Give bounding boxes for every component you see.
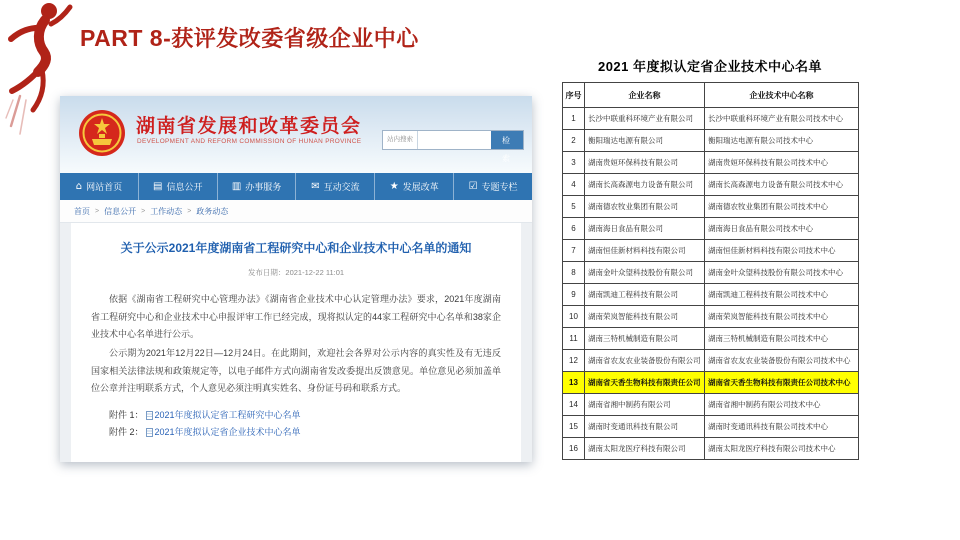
row-number-cell: 10 — [563, 306, 585, 328]
tech-center-name-cell: 长沙中联重科环境产业有限公司技术中心 — [705, 108, 859, 130]
website-screenshot-panel — [60, 96, 532, 462]
article-date: 发布日期：2021-12-22 11:01 — [247, 268, 345, 278]
row-number-cell: 2 — [563, 130, 585, 152]
article-paragraph: 公示期为2021年12月22日—12月24日。在此期间，欢迎社会各界对公示内容的真实性及有无违反国家相关法律法规和政策规定等，以电子邮件方式向湖南省发改委提出反馈意见。单位意见必须加盖单位公章并注明联系方式，个人意见必须注明真实姓名、身份证号码和联系方式。 — [91, 348, 501, 394]
company-name-cell: 湖南时变通讯科技有限公司 — [585, 416, 705, 438]
company-name-cell: 湖南太阳龙医疗科技有限公司 — [585, 438, 705, 460]
site-name: 湖南省发展和改革委员会 — [136, 116, 362, 137]
row-number-cell: 11 — [563, 328, 585, 350]
nav-label: 办事服务 — [245, 182, 282, 192]
tech-center-name-cell: 湖南省农友农业装备股份有限公司技术中心 — [705, 350, 859, 372]
header-企业技术中心名称: 企业技术中心名称 — [705, 83, 859, 108]
website-header — [60, 96, 532, 173]
nav-item-3[interactable] — [217, 173, 296, 200]
breadcrumb-item[interactable]: 信息公开 — [104, 206, 137, 216]
tech-center-name-cell: 湖南太阳龙医疗科技有限公司技术中心 — [705, 438, 859, 460]
site-name-english: DEVELOPMENT AND REFORM COMMISSION OF HUNAN PROVINCE — [137, 138, 362, 145]
nav-item-5[interactable] — [374, 173, 453, 200]
table-row — [563, 108, 859, 130]
site-search-box — [382, 130, 524, 163]
table-row — [563, 438, 859, 460]
nav-item-6[interactable] — [453, 173, 532, 200]
tech-center-name-cell: 湖南贵姮环保科技有限公司技术中心 — [705, 152, 859, 174]
table-row — [563, 240, 859, 262]
breadcrumb-separator: > — [187, 207, 192, 215]
nav-label: 网站首页 — [86, 182, 123, 192]
attachment-line — [109, 407, 521, 424]
header-序号: 序号 — [563, 83, 585, 108]
nav-item-1[interactable] — [60, 173, 138, 200]
table-row — [563, 284, 859, 306]
row-number-cell: 3 — [563, 152, 585, 174]
row-number-cell: 4 — [563, 174, 585, 196]
star-icon: ★ — [389, 180, 399, 192]
info-disclosure-icon: ▤ — [153, 180, 163, 192]
article-page — [71, 223, 521, 462]
tech-center-name-cell: 湖南荣岚智能科技有限公司技术中心 — [705, 306, 859, 328]
row-number-cell: 13 — [563, 372, 585, 394]
company-name-cell: 衡阳瑞达电源有限公司 — [585, 130, 705, 152]
breadcrumb-item[interactable]: 政务动态 — [196, 206, 229, 216]
slide-title — [80, 22, 419, 53]
attachment-label: 附件 2： — [109, 426, 144, 437]
breadcrumb-item[interactable]: 首页 — [74, 206, 90, 216]
tech-center-name-cell: 湖南恒佳新材料科技有限公司技术中心 — [705, 240, 859, 262]
row-number-cell: 7 — [563, 240, 585, 262]
center-table — [562, 82, 859, 460]
row-number-cell: 16 — [563, 438, 585, 460]
table-row — [563, 130, 859, 152]
tech-center-name-cell: 湖南长高森源电力设备有限公司技术中心 — [705, 174, 859, 196]
nav-label: 专题专栏 — [481, 182, 518, 192]
attachment-link[interactable]: 2021年度拟认定省企业技术中心名单 — [154, 426, 301, 437]
special-column-icon: ☑ — [468, 180, 478, 192]
company-name-cell: 湖南凯迪工程科技有限公司 — [585, 284, 705, 306]
header-企业名称: 企业名称 — [585, 83, 705, 108]
company-name-cell: 湖南恒佳新材料科技有限公司 — [585, 240, 705, 262]
company-name-cell: 长沙中联重科环境产业有限公司 — [585, 108, 705, 130]
attachments — [109, 407, 521, 441]
attachment-line — [109, 424, 521, 441]
nav-item-2[interactable] — [138, 173, 217, 200]
site-body — [60, 223, 532, 462]
center-table-body — [563, 108, 859, 460]
slide-title-text: 获评发改委省级企业中心 — [171, 26, 419, 51]
search-button[interactable]: 检 索 — [491, 131, 523, 149]
attachment-label: 附件 1： — [109, 409, 144, 420]
table-header-row — [563, 83, 859, 108]
center-list-panel — [562, 56, 858, 460]
row-number-cell: 15 — [563, 416, 585, 438]
row-number-cell: 12 — [563, 350, 585, 372]
company-name-cell: 湖南省天香生物科技有限责任公司 — [585, 372, 705, 394]
table-row — [563, 372, 859, 394]
breadcrumb-separator: > — [141, 207, 146, 215]
tech-center-name-cell: 衡阳瑞达电源有限公司技术中心 — [705, 130, 859, 152]
nav-label: 发展改革 — [402, 182, 439, 192]
national-emblem-logo — [78, 109, 126, 157]
table-row — [563, 152, 859, 174]
breadcrumb-item[interactable]: 工作动态 — [150, 206, 183, 216]
company-name-cell: 湖南金叶众望科技股份有限公司 — [585, 262, 705, 284]
breadcrumb — [60, 200, 532, 223]
table-row — [563, 174, 859, 196]
row-number-cell: 5 — [563, 196, 585, 218]
company-name-cell: 湖南省湘中制药有限公司 — [585, 394, 705, 416]
chat-icon: ✉ — [311, 180, 320, 192]
article-paragraph: 依据《湖南省工程研究中心管理办法》《湖南省企业技术中心认定管理办法》要求，2021年度湖南省工程研究中心和企业技术中心申报评审工作已经完成，现将拟认定的44家工程研究中心名单和38家企业技术中心名单进行公示。 — [91, 294, 501, 340]
service-document-icon: ▥ — [231, 180, 242, 192]
nav-label: 互动交流 — [323, 182, 360, 192]
row-number-cell: 8 — [563, 262, 585, 284]
table-row — [563, 262, 859, 284]
tech-center-name-cell: 湖南海日食品有限公司技术中心 — [705, 218, 859, 240]
tech-center-name-cell: 湖南时变通讯科技有限公司技术中心 — [705, 416, 859, 438]
row-number-cell: 6 — [563, 218, 585, 240]
site-nav — [60, 173, 532, 200]
row-number-cell: 14 — [563, 394, 585, 416]
company-name-cell: 湖南长高森源电力设备有限公司 — [585, 174, 705, 196]
slide-title-prefix: PART 8- — [80, 25, 172, 51]
tech-center-name-cell: 湖南三特机械制造有限公司技术中心 — [705, 328, 859, 350]
table-row — [563, 350, 859, 372]
tech-center-name-cell: 湖南凯迪工程科技有限公司技术中心 — [705, 284, 859, 306]
tech-center-name-cell: 湖南金叶众望科技股份有限公司技术中心 — [705, 262, 859, 284]
company-name-cell: 湖南荣岚智能科技有限公司 — [585, 306, 705, 328]
table-row — [563, 416, 859, 438]
doc-icon — [146, 411, 153, 420]
table-row — [563, 196, 859, 218]
doc-icon — [146, 428, 153, 437]
article-body — [91, 291, 501, 397]
company-name-cell: 湖南三特机械制造有限公司 — [585, 328, 705, 350]
table-row — [563, 218, 859, 240]
table-row — [563, 328, 859, 350]
breadcrumb-separator: > — [95, 207, 100, 215]
row-number-cell: 1 — [563, 108, 585, 130]
tech-center-name-cell: 湖南省天香生物科技有限责任公司技术中心 — [705, 372, 859, 394]
company-name-cell: 湖南德农牧业集团有限公司 — [585, 196, 705, 218]
table-title: 2021 年度拟认定省企业技术中心名单 — [597, 59, 823, 74]
table-row — [563, 394, 859, 416]
search-label: 站内搜索 — [387, 136, 413, 143]
home-icon: ⌂ — [75, 180, 83, 192]
article-title: 关于公示2021年度湖南省工程研究中心和企业技术中心名单的通知 — [120, 241, 472, 255]
search-input[interactable] — [417, 131, 491, 149]
company-name-cell: 湖南省农友农业装备股份有限公司 — [585, 350, 705, 372]
tech-center-name-cell: 湖南省湘中制药有限公司技术中心 — [705, 394, 859, 416]
company-name-cell: 湖南海日食品有限公司 — [585, 218, 705, 240]
nav-label: 信息公开 — [166, 182, 203, 192]
company-name-cell: 湖南贵姮环保科技有限公司 — [585, 152, 705, 174]
attachment-link[interactable]: 2021年度拟认定省工程研究中心名单 — [154, 409, 301, 420]
row-number-cell: 9 — [563, 284, 585, 306]
tech-center-name-cell: 湖南德农牧业集团有限公司技术中心 — [705, 196, 859, 218]
table-row — [563, 306, 859, 328]
nav-item-4[interactable] — [295, 173, 374, 200]
